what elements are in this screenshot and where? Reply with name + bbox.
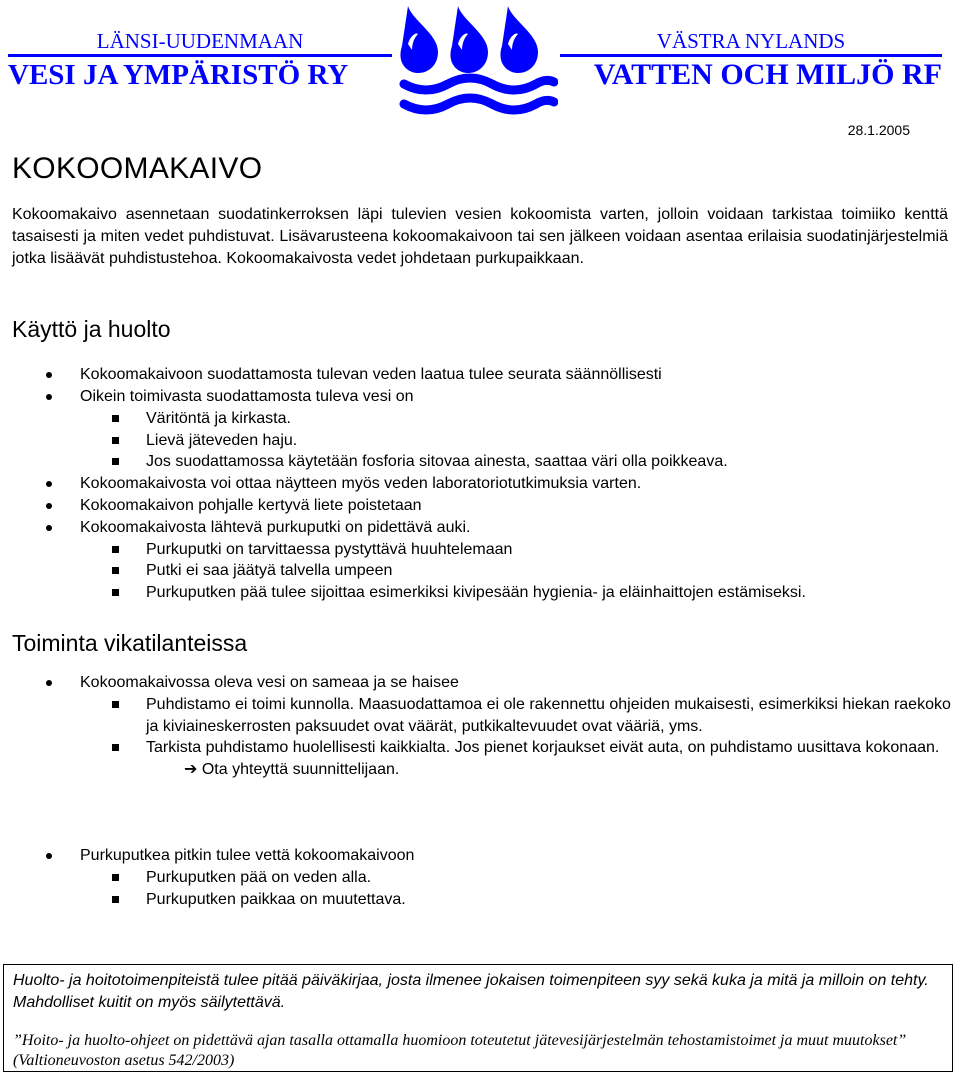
troubleshooting-list-2 <box>0 845 960 910</box>
sub-list-item <box>80 451 960 473</box>
bullet-square-icon <box>112 896 119 903</box>
logbook-note: Huolto- ja hoitotoimenpiteistä tulee pitää päiväkirjaa, josta ilmenee jokaisen toimenpiteen syy sekä kuka ja mitä ja milloin on tehty. Mahdolliset kuitit on myös säilytettävä. <box>13 972 929 1011</box>
bullet-square-icon <box>112 589 119 596</box>
arrow-note <box>146 759 960 781</box>
list-item-text: Kokoomakaivoon suodattamosta tulevan veden laatua tulee seurata säännöllisesti <box>80 366 662 383</box>
bullet-square-icon <box>112 701 119 708</box>
regulation-quote: ”Hoito- ja huolto-ohjeet on pidettävä ajan tasalla ottamalla huomioon toteutetut jätevesijärjestelmän tehostamistoimet ja muut muutokset” (Valtioneuvoston asetus 542/2003) <box>13 1032 907 1069</box>
right-arrow-icon: ➔ <box>184 760 198 778</box>
header-left <box>8 28 392 90</box>
sub-item-text: Purkuputken paikkaa on muutettava. <box>146 890 406 908</box>
bullet-dot-icon <box>46 394 52 400</box>
sub-list-item <box>80 867 960 889</box>
sub-list-item <box>80 889 960 911</box>
bullet-square-icon <box>112 437 119 444</box>
intro-paragraph: Kokoomakaivo asennetaan suodatinkerroksen läpi tulevien vesien kokoomista varten, jolloin voidaan tarkistaa toimiiko kenttä tasaisesti ja miten vedet puhdistuvat. Lisävarusteena kokoomakaivoon tai sen jälkeen voidaan asentaa erilaisia suodatinjärjestelmiä jotka lisäävät puhdistustehoa. Kokoomakaivosta vedet johdetaan purkupaikkaan. <box>12 206 948 267</box>
left-region-name: LÄNSI-UUDENMAAN <box>96 29 304 53</box>
sub-list-item <box>80 694 960 737</box>
sub-list-item <box>80 430 960 452</box>
bullet-dot-icon <box>46 525 52 531</box>
header-right <box>560 28 942 90</box>
list-item <box>0 517 960 604</box>
water-drops-logo-icon <box>398 4 558 120</box>
list-item <box>0 845 960 910</box>
sub-item-text: Puhdistamo ei toimi kunnolla. Maasuodattamoa ei ole rakennettu ohjeiden mukaisesti, esimerkiksi hiekan raekoko ja kiviaineskerrosten paksuudet ovat väärät, putkikaltevuudet ovat vääriä, yms. <box>146 696 951 735</box>
sub-list-item <box>80 560 960 582</box>
list-item <box>0 495 960 517</box>
maintenance-list <box>0 364 960 603</box>
bullet-dot-icon <box>46 503 52 509</box>
troubleshooting-list-1 <box>0 672 960 780</box>
sub-item-text: Tarkista puhdistamo huolellisesti kaikkialta. Jos pienet korjaukset eivät auta, on puhdistamo uusittava kokonaan. <box>146 739 940 756</box>
section-heading-maintenance: Käyttö ja huolto <box>12 316 171 342</box>
section-heading-troubleshooting: Toiminta vikatilanteissa <box>12 630 248 656</box>
list-item-text: Kokoomakaivosta voi ottaa näytteen myös veden laboratoriotutkimuksia varten. <box>80 474 642 492</box>
sub-item-text: Putki ei saa jäätyä talvella umpeen <box>146 562 393 579</box>
right-header-rule <box>560 54 942 57</box>
sub-list <box>80 408 960 473</box>
list-item <box>0 364 960 386</box>
bullet-square-icon <box>112 458 119 465</box>
sub-list <box>80 539 960 604</box>
sub-list-item <box>80 539 960 561</box>
bullet-square-icon <box>112 744 119 751</box>
sub-list <box>80 867 960 910</box>
list-item-text: Kokoomakaivon pohjalle kertyvä liete poistetaan <box>80 496 422 514</box>
bullet-dot-icon <box>46 853 52 859</box>
left-header-rule <box>8 54 392 57</box>
list-item-text: Kokoomakaivossa oleva vesi on sameaa ja se haisee <box>80 674 459 691</box>
bullet-square-icon <box>112 567 119 574</box>
sub-item-text: Purkuputki on tarvittaessa pystyttävä huuhtelemaan <box>146 540 513 558</box>
list-item-text: Kokoomakaivosta lähtevä purkuputki on pidettävä auki. <box>80 518 471 536</box>
arrow-note-text: Ota yhteyttä suunnittelijaan. <box>201 760 400 778</box>
sub-list-item <box>80 582 960 604</box>
left-org-name: VESI JA YMPÄRISTÖ RY <box>8 59 349 91</box>
sub-list-item <box>80 408 960 430</box>
bullet-dot-icon <box>46 680 52 686</box>
list-item <box>0 672 960 780</box>
list-item-text: Oikein toimivasta suodattamosta tuleva vesi on <box>80 388 414 405</box>
sub-item-text: Purkuputken pää tulee sijoittaa esimerkiksi kivipesään hygienia- ja eläinhaittojen estämiseksi. <box>146 583 806 601</box>
bullet-square-icon <box>112 874 119 881</box>
list-item-text: Purkuputkea pitkin tulee vettä kokoomakaivoon <box>80 847 415 864</box>
right-region-name: VÄSTRA NYLANDS <box>656 29 846 53</box>
sub-item-text: Purkuputken pää on veden alla. <box>146 869 372 886</box>
footer-note-box <box>3 964 953 1072</box>
bullet-square-icon <box>112 415 119 422</box>
list-item <box>0 473 960 495</box>
right-org-name: VATTEN OCH MILJÖ RF <box>593 58 942 91</box>
sub-item-text: Lievä jäteveden haju. <box>146 431 298 449</box>
sub-list <box>80 694 960 780</box>
sub-item-text: Väritöntä ja kirkasta. <box>146 410 291 427</box>
bullet-square-icon <box>112 546 119 553</box>
bullet-dot-icon <box>46 372 52 378</box>
bullet-dot-icon <box>46 481 52 487</box>
sub-item-text: Jos suodattamossa käytetään fosforia sitovaa ainesta, saattaa väri olla poikkeava. <box>146 453 728 470</box>
page-title: KOKOOMAKAIVO <box>12 152 263 185</box>
list-item <box>0 386 960 473</box>
document-date: 28.1.2005 <box>847 122 910 138</box>
sub-list-item <box>80 737 960 780</box>
